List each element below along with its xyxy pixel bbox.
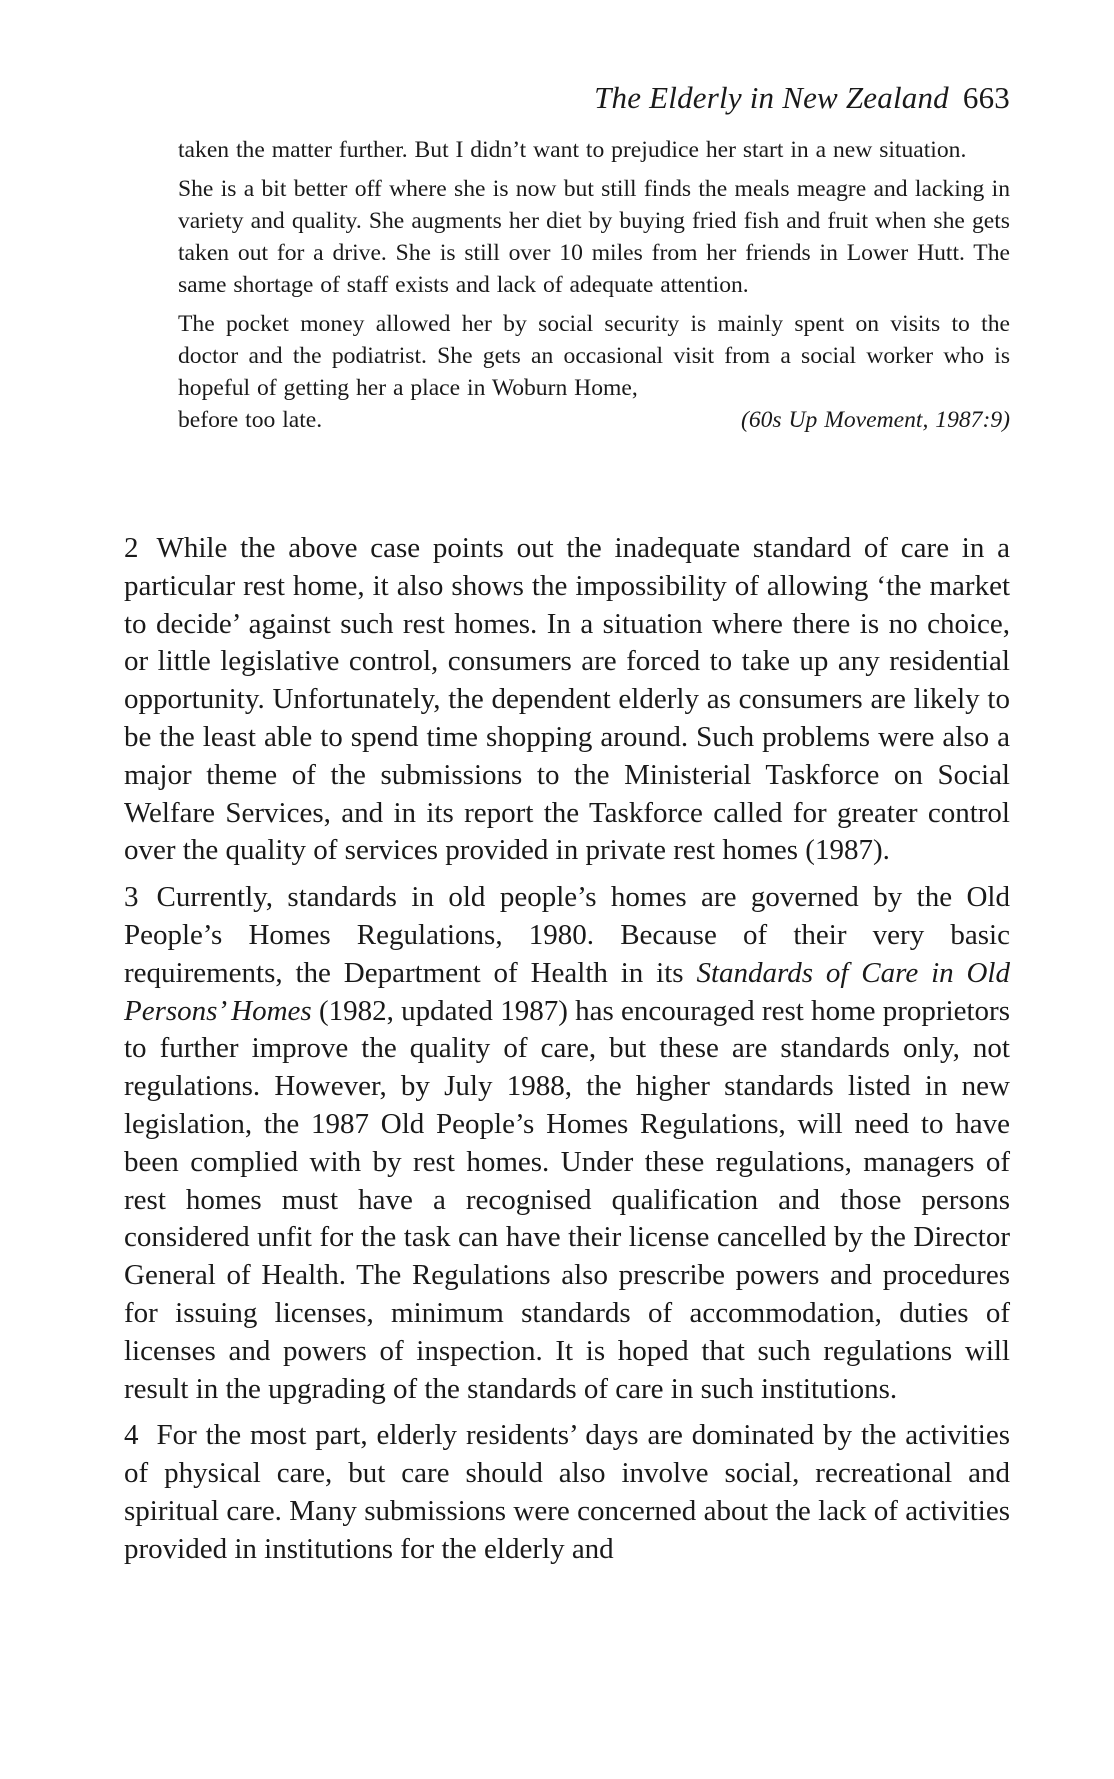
quote-paragraph-3-text: The pocket money allowed her by social security is mainly spent on visits to the doctor and the podiatrist. She gets an occasional visit from a social worker who is hopeful of getting her a place in Woburn Home, bbox=[178, 311, 1010, 401]
quote-paragraph-3 bbox=[178, 308, 1010, 436]
paragraph-4-text: For the most part, elderly residents’ days are dominated by the activities of physical care, but care should also involve social, recreational and spiritual care. Many submissions were concerned about the lack of activities provided in institutions for the elderly and bbox=[124, 1419, 1010, 1565]
quote-last-line bbox=[178, 404, 1010, 436]
paragraph-4 bbox=[124, 1417, 1010, 1568]
paragraph-2 bbox=[124, 530, 1010, 870]
paragraph-4-number: 4 bbox=[124, 1419, 139, 1452]
paragraph-2-number: 2 bbox=[124, 532, 139, 564]
body-text bbox=[124, 530, 1010, 1578]
paragraph-3-text-b: (1982, updated 1987) has encouraged rest home proprietors to further improve the quality of care, but these are standards only, not regulations. However, by July 1988, the higher standards listed in new legislation, the 1987 Old People’s Homes Regulations, will need to have been complied with by rest homes. Under these regulations, managers of rest homes must have a recognised qualification and those persons considered unfit for the task can have their license cancelled by the Director General of Health. The Regulations also prescribe powers and procedures for issuing licenses, minimum standards of accommodation, duties of licenses and powers of inspection. It is hoped that such regulations will result in the upgrading of the standards of care in such institutions. bbox=[124, 994, 1010, 1405]
paragraph-3-number: 3 bbox=[124, 881, 139, 914]
quote-citation: (60s Up Movement, 1987:9) bbox=[740, 407, 1010, 433]
quote-paragraph-1: taken the matter further. But I didn’t want to prejudice her start in a new situation. bbox=[178, 137, 967, 163]
paragraph-3-text-a: Currently, standards in old people’s homes are governed by the Old People’s Homes Regulations, 1980. Because of their very basic requirements, the Department of Health in its bbox=[124, 881, 1010, 989]
page-number: 663 bbox=[962, 80, 1010, 115]
quote-paragraph-2: She is a bit better off where she is now but still finds the meals meagre and lacking in variety and quality. She augments her diet by buying fried fish and fruit when she gets taken out for a drive. She is still over 10 miles from her friends in Lower Hutt. The same shortage of staff exists and lack of adequate attention. bbox=[178, 176, 1010, 298]
block-quote bbox=[178, 134, 1010, 443]
paragraph-2-text: While the above case points out the inadequate standard of care in a particular rest home, it also shows the impossibility of allowing ‘the market to decide’ against such rest homes. In a situation where there is no choice, or little legislative control, consumers are forced to take up any residential opportunity. Unfortunately, the dependent elderly as consumers are likely to be the least able to spend time shopping around. Such problems were also a major theme of the submissions to the Ministerial Taskforce on Social Welfare Services, and in its report the Taskforce called for greater control over the quality of services provided in private rest homes (1987). bbox=[124, 532, 1010, 867]
running-head bbox=[594, 80, 1010, 116]
quote-paragraph-3-end: before too late. bbox=[178, 407, 323, 433]
paragraph-3-publication-title: Standards of Care in Old Persons’ Homes bbox=[124, 956, 1010, 1027]
running-head-title: The Elderly in New Zealand bbox=[594, 80, 949, 115]
paragraph-3 bbox=[124, 879, 1010, 1408]
